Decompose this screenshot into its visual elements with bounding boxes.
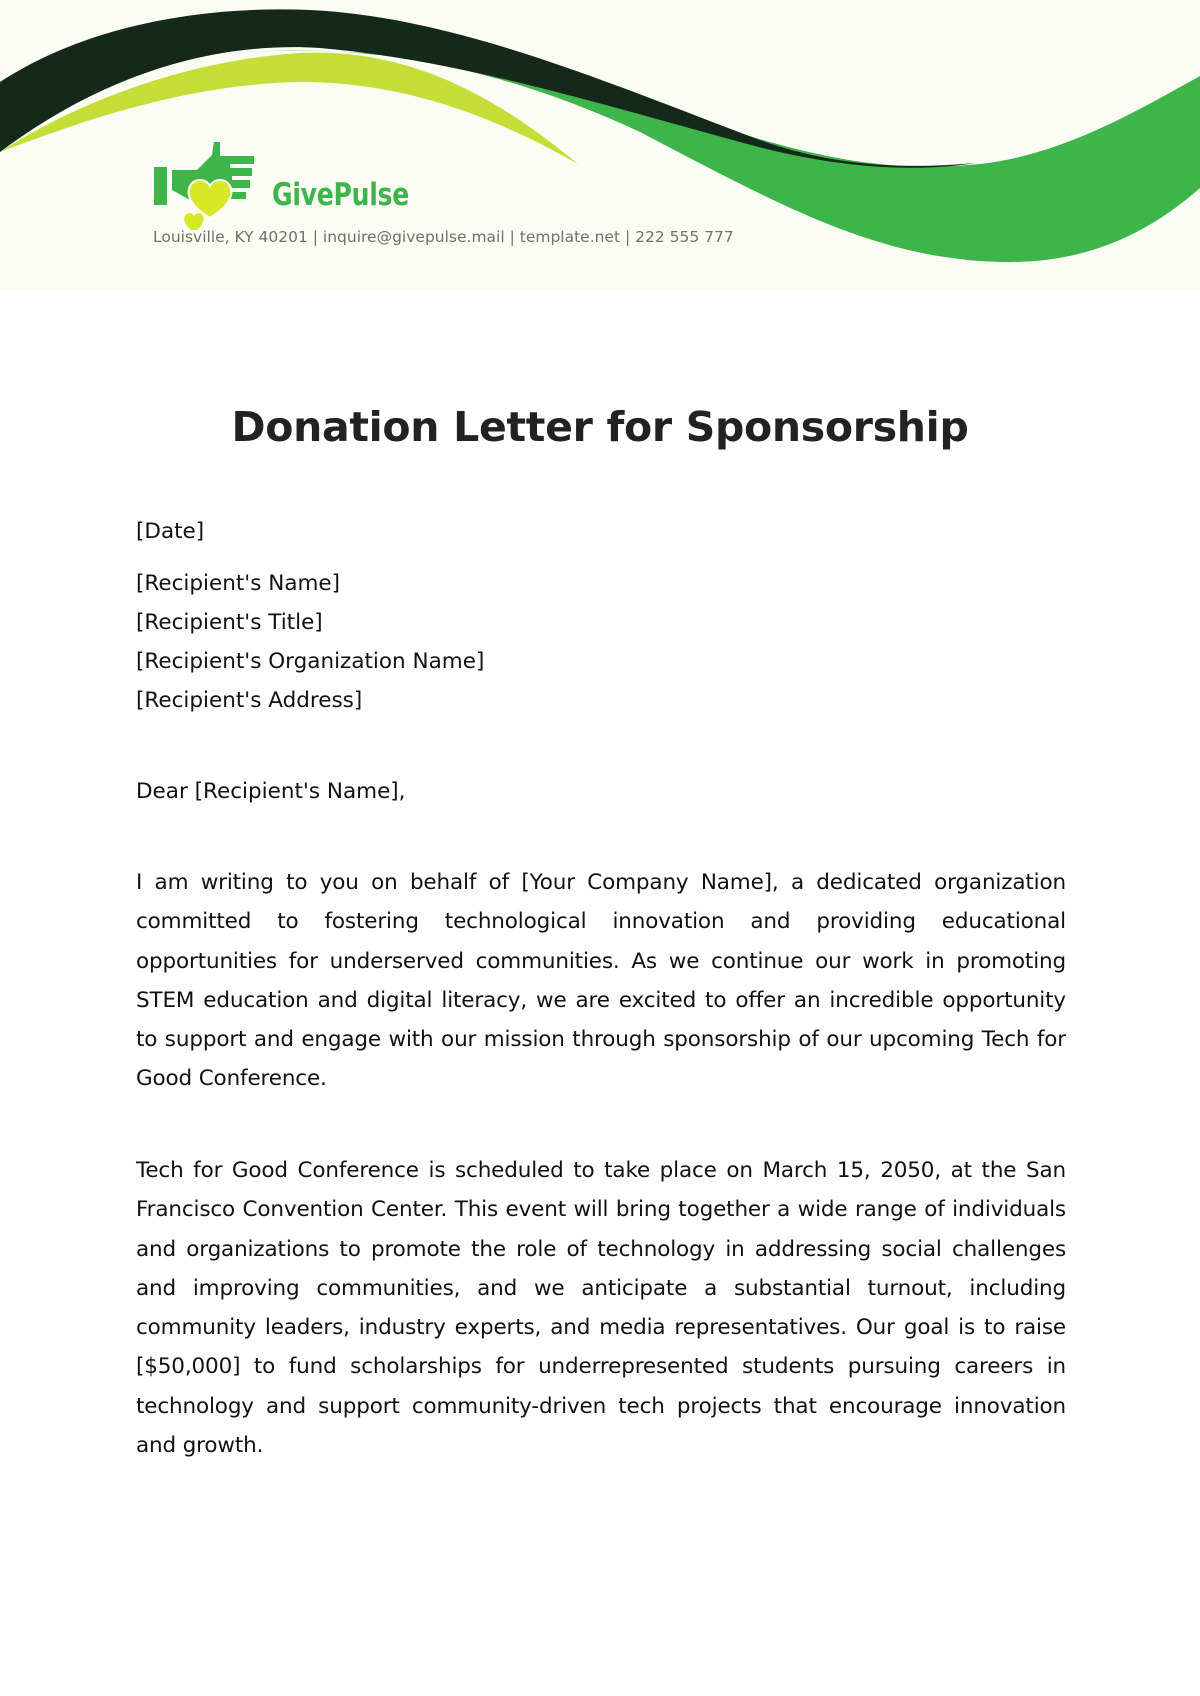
contact-info: Louisville, KY 40201 | inquire@givepulse.mail | template.net | 222 555 777 <box>153 228 734 246</box>
heart-icon <box>189 180 232 218</box>
date-line: [Date] <box>136 519 205 544</box>
salutation: Dear [Recipient's Name], <box>136 779 406 804</box>
document-title: Donation Letter for Sponsorship <box>231 403 969 451</box>
body-paragraph-2: Tech for Good Conference is scheduled to take place on March 15, 2050, at the San Francisco Convention Center. This event will bring together a wide range of individuals and organizations to promote the role of technology in addressing social challenges and improving communities, and we anticipate a substantial turnout, including community leaders, industry experts, and media representatives. Our goal is to raise [$50,000] to fund scholarships for underrepresented students pursuing careers in technology and support community-driven tech projects that encourage innovation and growth. <box>136 1158 1066 1459</box>
recipient-address: [Recipient's Address] <box>136 688 363 713</box>
recipient-name: [Recipient's Name] <box>136 571 341 596</box>
givepulse-logo-icon <box>152 140 264 230</box>
letterhead <box>0 0 1200 290</box>
recipient-title: [Recipient's Title] <box>136 610 323 635</box>
body-paragraph-1: I am writing to you on behalf of [Your Company Name], a dedicated organization committed to fostering technological innovation and providing educational opportunities for underserved communities. As we continue our work in promoting STEM education and digital literacy, we are excited to offer an incredible opportunity to support and engage with our mission through sponsorship of our upcoming Tech for Good Conference. <box>136 870 1066 1092</box>
recipient-organization: [Recipient's Organization Name] <box>136 649 485 674</box>
brand-name: GivePulse <box>272 177 409 213</box>
